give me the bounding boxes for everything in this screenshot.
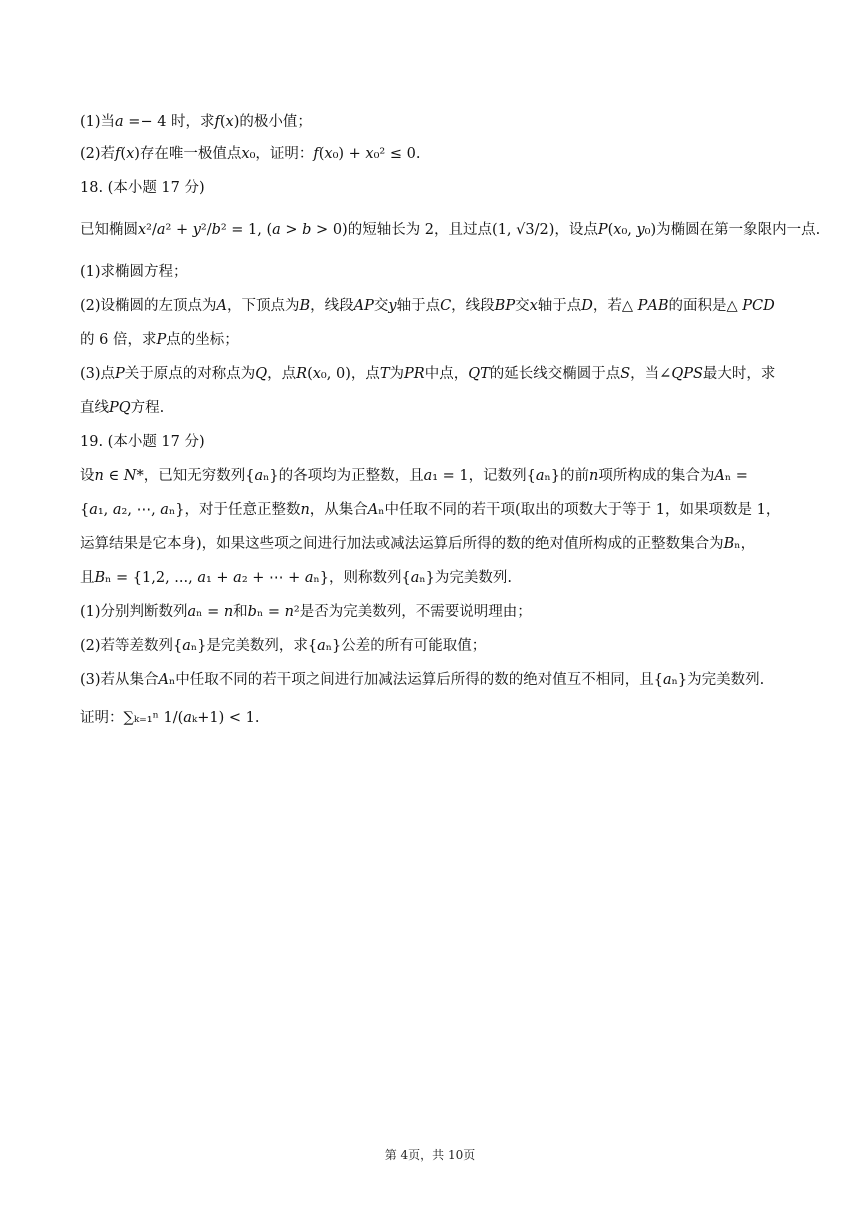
q18-part1: (1)求椭圆方程； — [80, 264, 188, 280]
q19-part1: (1)分别判断数列𝑎ₙ = 𝑛和𝑏ₙ = 𝑛²是否为完美数列，不需要说明理由； — [80, 604, 532, 620]
q17-part1: (1)当𝑎 =− 4 时，求𝑓(𝑥)的极小值； — [80, 114, 312, 130]
q19-stem-line2: {𝑎₁, 𝑎₂, ⋯, 𝑎ₙ}，对于任意正整数𝑛，从集合𝐴ₙ中任取不同的若干项(取出的项数大于等于 1，如果项数是 1， — [80, 502, 781, 518]
q19-heading: 19. (本小题 17 分) — [80, 434, 205, 450]
q19-stem-line3: 运算结果是它本身)，如果这些项之间进行加法或减法运算后所得的数的绝对值所构成的正整数集合为𝐵ₙ， — [80, 536, 756, 552]
q19-stem-line4: 且𝐵ₙ = {1,2, ..., 𝑎₁ + 𝑎₂ + ⋯ + 𝑎ₙ}，则称数列{𝑎ₙ}为完美数列. — [80, 570, 512, 586]
q18-heading: 18. (本小题 17 分) — [80, 180, 205, 196]
q18-part2-line1: (2)设椭圆的左顶点为𝐴，下顶点为𝐵，线段𝐴𝑃交𝑦轴于点𝐶，线段𝐵𝑃交𝑥轴于点𝐷，若△ 𝑃𝐴𝐵的面积是△ 𝑃𝐶𝐷 — [80, 298, 775, 314]
q18-stem: 已知椭圆𝑥²/𝑎² + 𝑦²/𝑏² = 1, (𝑎 > 𝑏 > 0)的短轴长为 2，且过点(1, √3/2)，设点𝑃(𝑥₀, 𝑦₀)为椭圆在第一象限内一点. — [80, 222, 821, 238]
q19-stem-line1: 设𝑛 ∈ 𝑁*，已知无穷数列{𝑎ₙ}的各项均为正整数，且𝑎₁ = 1，记数列{𝑎ₙ}的前𝑛项所构成的集合为𝐴ₙ = — [80, 468, 748, 484]
q19-part2: (2)若等差数列{𝑎ₙ}是完美数列，求{𝑎ₙ}公差的所有可能取值； — [80, 638, 487, 654]
q19-proof: 证明：∑ₖ₌₁ⁿ 1/(𝑎ₖ+1) < 1. — [80, 710, 260, 726]
q18-part3-line2: 直线𝑃𝑄方程. — [80, 400, 165, 416]
q19-part3: (3)若从集合𝐴ₙ中任取不同的若干项之间进行加减法运算后所得的数的绝对值互不相同，且{𝑎ₙ}为完美数列. — [80, 672, 765, 688]
q18-part3-line1: (3)点𝑃关于原点的对称点为𝑄，点𝑅(𝑥₀, 0)，点𝑇为𝑃𝑅中点，𝑄𝑇的延长线交椭圆于点𝑆，当∠𝑄𝑃𝑆最大时，求 — [80, 366, 776, 382]
q18-part2-line2: 的 6 倍，求𝑃点的坐标； — [80, 332, 239, 348]
q17-part2: (2)若𝑓(𝑥)存在唯一极值点𝑥₀，证明：𝑓(𝑥₀) + 𝑥₀² ≤ 0. — [80, 146, 421, 162]
page-footer: 第 4页，共 10页 — [384, 1148, 476, 1162]
